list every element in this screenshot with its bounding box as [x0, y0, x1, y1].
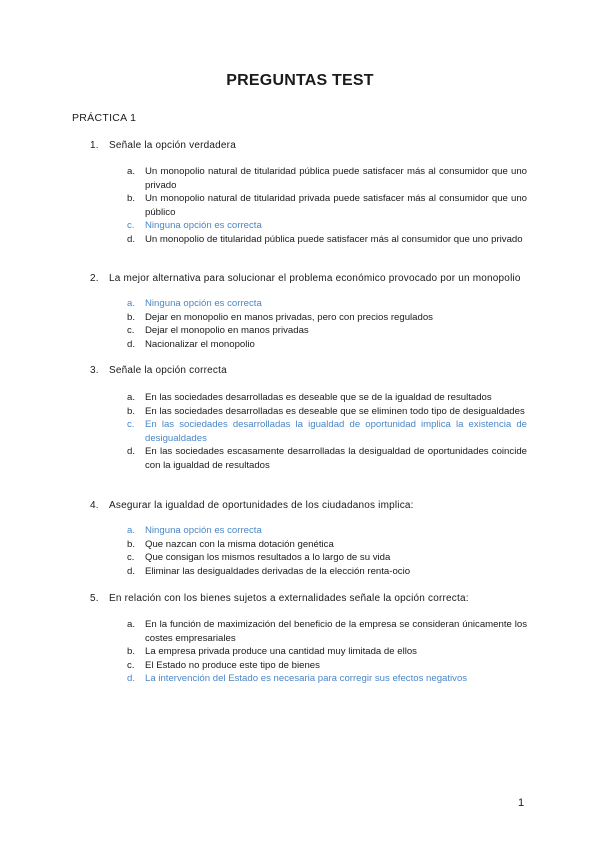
- page-title: PREGUNTAS TEST: [226, 72, 374, 89]
- option-c-correct: [127, 418, 527, 445]
- option-c: [127, 659, 527, 673]
- option-text: Un monopolio de titularidad pública puede satisfacer más al consumidor que uno privado: [145, 233, 523, 245]
- option-letter: a.: [127, 166, 136, 177]
- options-list-3: [127, 391, 527, 473]
- question-number: 2.: [90, 273, 99, 284]
- option-d-correct: [127, 672, 527, 686]
- option-d: [127, 565, 527, 579]
- option-letter: c.: [127, 552, 135, 564]
- option-letter: d.: [127, 565, 136, 577]
- question-text: Señale la opción verdadera: [109, 140, 236, 151]
- option-letter: b.: [127, 405, 136, 417]
- option-letter: c.: [127, 419, 135, 431]
- section-heading: PRÁCTICA 1: [72, 112, 137, 124]
- option-a: [127, 618, 527, 645]
- option-letter: a.: [127, 392, 136, 403]
- option-text: Dejar en monopolio en manos privadas, pero con precios regulados: [145, 311, 433, 323]
- option-text: Ninguna opción es correcta: [145, 220, 262, 232]
- option-c: [127, 324, 527, 338]
- option-text: En las sociedades desarrolladas es deseable que se eliminen todo tipo de desigualdades: [145, 405, 525, 417]
- option-letter: d.: [127, 446, 136, 458]
- option-b: [127, 405, 527, 419]
- options-list-1: [127, 165, 527, 247]
- option-text: Que consigan los mismos resultados a lo largo de su vida: [145, 552, 391, 564]
- question-number: 3.: [90, 365, 99, 376]
- option-d: [127, 338, 527, 352]
- option-text: Eliminar las desigualdades derivadas de la elección renta-ocio: [145, 565, 411, 577]
- option-c: [127, 551, 527, 565]
- option-text: Ninguna opción es correcta: [145, 525, 262, 536]
- option-text: La intervención del Estado es necesaria para corregir sus efectos negativos: [145, 673, 468, 685]
- option-letter: b.: [127, 538, 136, 550]
- option-letter: a.: [127, 298, 136, 309]
- options-list-4: [127, 524, 527, 578]
- option-letter: d.: [127, 338, 136, 350]
- option-letter: a.: [127, 525, 136, 536]
- question-number: 4.: [90, 500, 99, 511]
- option-b: [127, 192, 527, 219]
- option-a: [127, 391, 527, 405]
- option-b: [127, 645, 527, 659]
- option-letter: c.: [127, 659, 135, 671]
- option-letter: b.: [127, 193, 136, 205]
- option-text: Un monopolio natural de titularidad privada puede satisfacer más al consumidor que uno público: [145, 193, 527, 218]
- option-b: [127, 311, 527, 325]
- page-number: 1: [518, 797, 525, 809]
- question-text: En relación con los bienes sujetos a externalidades señale la opción correcta:: [109, 593, 469, 604]
- option-text: En las sociedades desarrolladas es deseable que se de la igualdad de resultados: [145, 392, 492, 403]
- option-text: Un monopolio natural de titularidad pública puede satisfacer más al consumidor que uno privado: [145, 166, 527, 191]
- option-a-correct: [127, 524, 527, 538]
- option-text: En las sociedades escasamente desarrolladas la desigualdad de oportunidades coincide con la igualdad de resultados: [145, 446, 527, 471]
- option-text: Nacionalizar el monopolio: [145, 338, 255, 350]
- option-text: La empresa privada produce una cantidad muy limitada de ellos: [145, 646, 417, 658]
- option-a-correct: [127, 297, 527, 311]
- question-number: 1.: [90, 140, 99, 151]
- option-a: [127, 165, 527, 192]
- option-text: Ninguna opción es correcta: [145, 298, 262, 309]
- option-letter: b.: [127, 646, 136, 658]
- options-list-2: [127, 297, 527, 351]
- option-letter: b.: [127, 311, 136, 323]
- question-number: 5.: [90, 593, 99, 604]
- option-text: En las sociedades desarrolladas la igualdad de oportunidad implica la existencia de desigualdades: [145, 419, 527, 444]
- option-letter: c.: [127, 325, 135, 337]
- option-d: [127, 233, 527, 247]
- option-letter: d.: [127, 233, 136, 245]
- option-text: El Estado no produce este tipo de bienes: [145, 659, 320, 671]
- option-letter: d.: [127, 673, 136, 685]
- option-c-correct: [127, 219, 527, 233]
- option-letter: a.: [127, 619, 136, 630]
- option-letter: c.: [127, 220, 135, 232]
- question-text: Señale la opción correcta: [109, 365, 227, 376]
- options-list-5: [127, 618, 527, 686]
- option-text: Dejar el monopolio en manos privadas: [145, 325, 309, 337]
- option-b: [127, 538, 527, 552]
- option-d: [127, 445, 527, 472]
- question-text: Asegurar la igualdad de oportunidades de los ciudadanos implica:: [109, 500, 414, 511]
- option-text: Que nazcan con la misma dotación genética: [145, 538, 334, 550]
- option-text: En la función de maximización del beneficio de la empresa se consideran únicamente los costes empresariales: [145, 619, 527, 644]
- question-text: La mejor alternativa para solucionar el problema económico provocado por un monopolio: [109, 273, 521, 284]
